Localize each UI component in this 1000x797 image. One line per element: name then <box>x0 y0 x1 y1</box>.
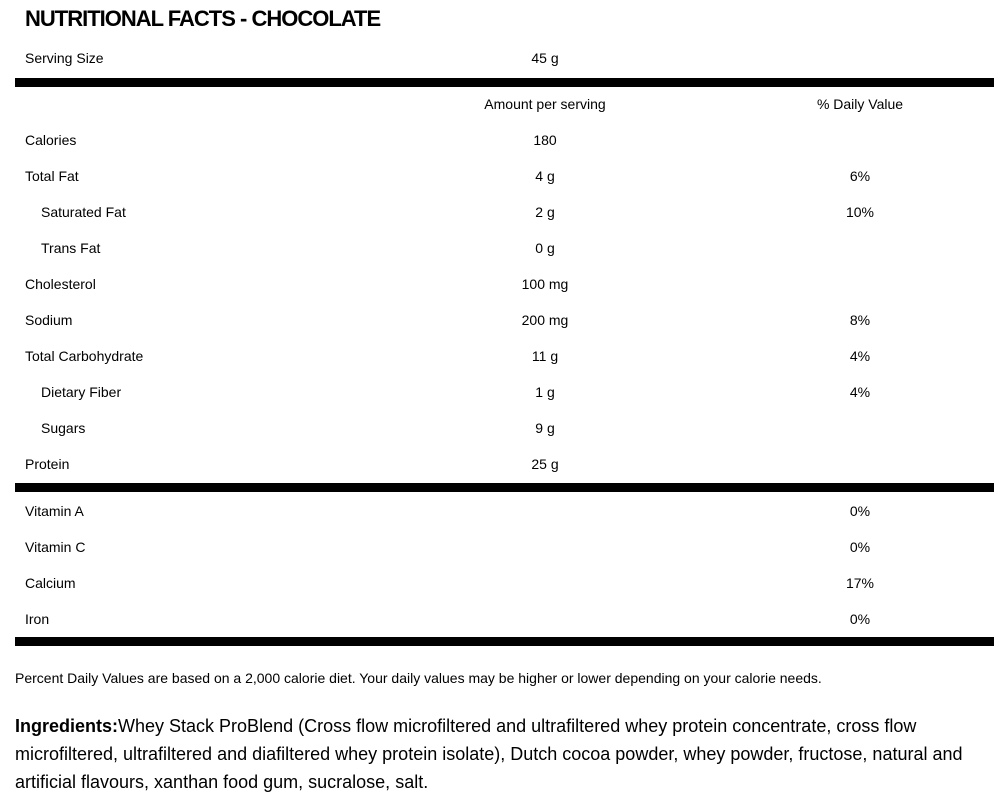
header-row <box>15 86 994 122</box>
nutrient-row-calories <box>15 122 994 158</box>
nutrient-name: Cholesterol <box>25 276 96 292</box>
nutrient-row-total-carbohydrate <box>15 338 994 374</box>
nutrient-name: Protein <box>25 456 70 472</box>
page-title: NUTRITIONAL FACTS - CHOCOLATE <box>25 6 381 31</box>
ingredients-section <box>15 712 990 796</box>
nutrient-amount: 25 g <box>531 456 559 472</box>
vitamin-name: Vitamin A <box>25 503 84 519</box>
amount-per-serving-header: Amount per serving <box>484 96 606 112</box>
vitamin-row-iron <box>15 601 994 637</box>
nutrient-daily-value: 4% <box>849 348 871 364</box>
serving-size-value: 45 g <box>531 50 559 66</box>
nutrient-amount: 1 g <box>535 384 555 400</box>
vitamin-row-calcium <box>15 565 994 601</box>
nutrient-name: Total Carbohydrate <box>25 348 144 364</box>
vitamin-name: Calcium <box>25 575 76 591</box>
nutrient-row-sugars <box>15 410 994 446</box>
nutrient-row-trans-fat <box>15 230 994 266</box>
serving-size-row <box>15 40 994 76</box>
vitamin-daily-value: 0% <box>849 539 871 555</box>
daily-value-header: % Daily Value <box>816 96 904 112</box>
nutrient-daily-value: 4% <box>849 384 871 400</box>
daily-value-footnote: Percent Daily Values are based on a 2,000 calorie diet. Your daily values may be higher or lower depending on your calorie needs. <box>15 670 822 686</box>
nutrient-amount: 11 g <box>531 348 559 364</box>
ingredients-text: Whey Stack ProBlend (Cross flow microfiltered and ultrafiltered whey protein concentrate, cross flow microfiltered, ultrafiltered and diafiltered whey protein isolate), Dutch cocoa powder, whey powder, fructose, natural and artificial flavours, xanthan food gum, sucralose, salt. <box>15 716 963 792</box>
serving-size-label: Serving Size <box>25 50 104 66</box>
nutrient-amount: 2 g <box>535 204 555 220</box>
nutrient-amount: 100 mg <box>521 276 569 292</box>
vitamin-name: Iron <box>25 611 50 627</box>
vitamin-row-vitamin-c <box>15 529 994 565</box>
thick-divider-bottom <box>15 637 994 646</box>
nutrient-amount: 9 g <box>535 420 555 436</box>
nutrient-name: Sugars <box>41 420 86 436</box>
nutrient-name: Dietary Fiber <box>41 384 122 400</box>
nutrient-row-saturated-fat <box>15 194 994 230</box>
nutrient-name: Total Fat <box>25 168 79 184</box>
vitamin-name: Vitamin C <box>25 539 86 555</box>
nutrient-amount: 200 mg <box>521 312 569 328</box>
nutrient-row-cholesterol <box>15 266 994 302</box>
nutrient-name: Trans Fat <box>41 240 101 256</box>
ingredients-label: Ingredients: <box>15 716 119 736</box>
nutrient-name: Sodium <box>25 312 73 328</box>
nutrient-row-total-fat <box>15 158 994 194</box>
nutrient-name: Calories <box>25 132 77 148</box>
nutrient-daily-value: 8% <box>849 312 871 328</box>
vitamin-daily-value: 0% <box>849 503 871 519</box>
vitamin-daily-value: 17% <box>845 575 875 591</box>
nutrient-amount: 4 g <box>535 168 555 184</box>
thick-divider-middle <box>15 483 994 492</box>
nutrient-row-dietary-fiber <box>15 374 994 410</box>
nutrient-row-protein <box>15 446 994 482</box>
vitamin-daily-value: 0% <box>849 611 871 627</box>
nutrient-daily-value: 6% <box>849 168 871 184</box>
nutrient-amount: 0 g <box>535 240 555 256</box>
nutrient-row-sodium <box>15 302 994 338</box>
vitamin-row-vitamin-a <box>15 493 994 529</box>
nutrient-amount: 180 <box>533 132 557 148</box>
nutrient-name: Saturated Fat <box>41 204 126 220</box>
nutrient-daily-value: 10% <box>845 204 875 220</box>
